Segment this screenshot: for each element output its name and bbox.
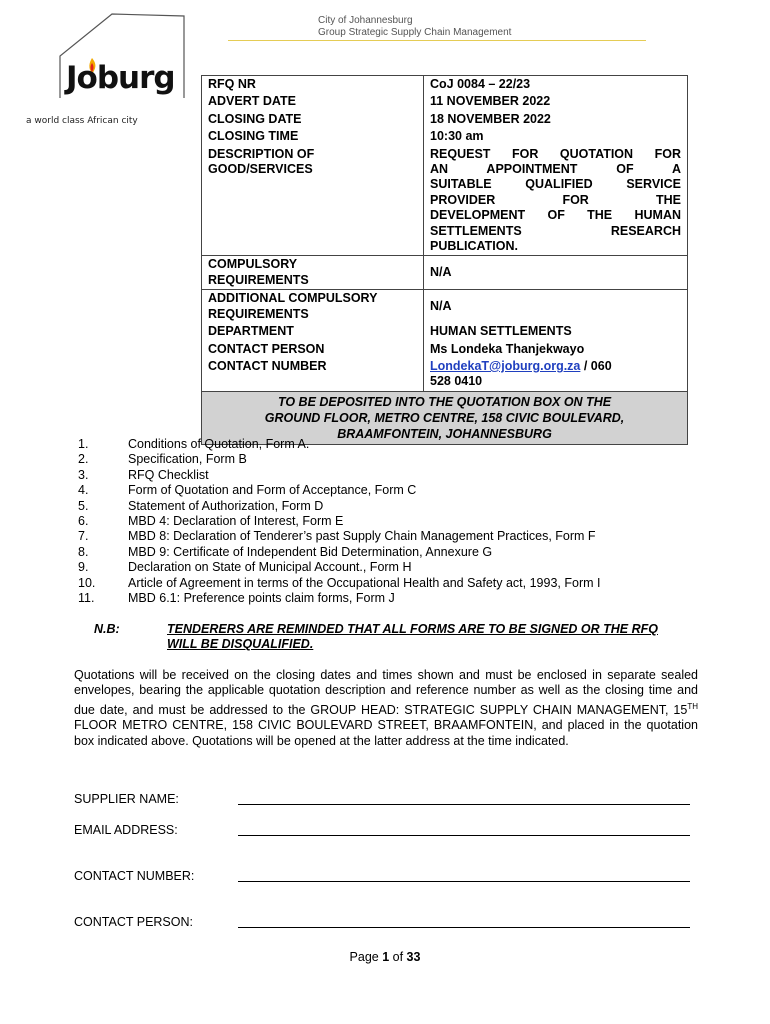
compulsory-label-line: COMPULSORY — [208, 257, 298, 272]
description-label-line: DESCRIPTION OF — [208, 146, 315, 161]
compulsory-requirements-label — [202, 256, 424, 290]
advert-date-label: ADVERT DATE — [202, 93, 424, 110]
page-number — [0, 950, 770, 964]
compulsory-requirements-value: N/A — [424, 256, 688, 290]
joburg-logo — [22, 12, 190, 128]
list-item-text: MBD 6.1: Preference points claim forms, Form J — [128, 590, 395, 605]
table-row — [202, 358, 688, 391]
table-row — [202, 76, 688, 94]
rfq-details-table — [201, 75, 688, 445]
description-value — [424, 146, 688, 256]
deposit-line: GROUND FLOOR, METRO CENTRE, 158 CIVIC BOULEVARD, — [264, 410, 625, 425]
department-label: DEPARTMENT — [202, 323, 424, 340]
contact-person-label: CONTACT PERSON — [202, 341, 424, 358]
page-word: Page — [349, 950, 383, 964]
closing-time-label: CLOSING TIME — [202, 128, 424, 145]
closing-date-value: 18 NOVEMBER 2022 — [424, 111, 688, 128]
header-divider — [228, 40, 646, 41]
list-item-text: MBD 8: Declaration of Tenderer’s past Supply Chain Management Practices, Form F — [128, 529, 596, 544]
contact-person-blank[interactable] — [238, 927, 690, 928]
list-item-number: 3. — [78, 467, 89, 482]
additional-requirements-label — [202, 290, 424, 323]
advert-date-value: 11 NOVEMBER 2022 — [424, 93, 688, 110]
header-org-name: City of Johannesburg — [318, 15, 413, 26]
current-page: 1 — [382, 950, 390, 964]
rfq-nr-label: RFQ NR — [202, 76, 424, 94]
description-line: AN APPOINTMENT OF A — [430, 162, 681, 177]
table-row — [202, 290, 688, 323]
logo-wordmark: Joburg — [66, 60, 175, 96]
table-row — [202, 146, 688, 256]
compulsory-label-line: REQUIREMENTS — [208, 272, 309, 287]
list-item-text: Specification, Form B — [128, 452, 247, 467]
contact-number-blank[interactable] — [238, 881, 690, 882]
submission-instructions — [74, 668, 698, 749]
table-row — [202, 256, 688, 290]
list-item-number: 7. — [78, 529, 89, 544]
list-item-text: Form of Quotation and Form of Acceptance, Form C — [128, 483, 417, 498]
department-value: HUMAN SETTLEMENTS — [424, 323, 688, 340]
instructions-part: Quotations will be received on the closing dates and times shown and must be enclosed in separate sealed envelopes, bearing the applicable quotation description and reference number as well as the closing time and due date, and must be addressed to the GROUP HEAD: STRATEGIC SUPPLY CHAIN MANAGEMENT, 15 — [74, 668, 698, 717]
description-label — [202, 146, 424, 256]
table-row — [202, 111, 688, 128]
document-header — [318, 15, 511, 39]
notice-text: TENDERERS ARE REMINDED THAT ALL FORMS ARE TO BE SIGNED OR THE RFQ WILL BE DISQUALIFIED. — [167, 622, 658, 652]
additional-label-line: REQUIREMENTS — [208, 306, 309, 321]
total-pages: 33 — [406, 950, 421, 964]
additional-label-line: ADDITIONAL COMPULSORY — [208, 291, 378, 306]
list-item-text: RFQ Checklist — [128, 467, 209, 482]
instructions-superscript: TH — [687, 701, 698, 711]
list-item-number: 1. — [78, 437, 89, 451]
list-item-number: 5. — [78, 498, 89, 513]
list-item-text: Declaration on State of Municipal Account., Form H — [128, 560, 412, 575]
contact-number-label: CONTACT NUMBER: — [74, 869, 195, 883]
description-line: PROVIDER FOR THE — [430, 192, 681, 207]
logo-tagline: a world class African city — [26, 116, 138, 126]
notice-label: N.B: — [94, 622, 120, 636]
list-item-number: 11. — [78, 590, 95, 605]
description-line: REQUEST FOR QUOTATION FOR — [430, 146, 681, 161]
table-row — [202, 93, 688, 110]
list-item-number: 4. — [78, 483, 89, 498]
contact-email-link[interactable]: LondekaT@joburg.org.za — [430, 358, 581, 373]
instructions-part: FLOOR METRO CENTRE, 158 CIVIC BOULEVARD STREET, BRAAMFONTEIN, and placed in the quotation box indicated above. Quotations will be opened at the latter address at the time indicated. — [74, 718, 698, 748]
description-label-line: GOOD/SERVICES — [208, 162, 313, 177]
supplier-name-blank[interactable] — [238, 804, 690, 805]
list-item-text: Conditions of Quotation, Form A. — [128, 437, 310, 451]
table-row — [202, 341, 688, 358]
deposit-line: BRAAMFONTEIN, JOHANNESBURG — [337, 426, 552, 441]
list-item-number: 9. — [78, 560, 89, 575]
supplier-name-label: SUPPLIER NAME: — [74, 792, 179, 806]
contact-person-label: CONTACT PERSON: — [74, 915, 193, 929]
contact-person-value: Ms Londeka Thanjekwayo — [424, 341, 688, 358]
contact-phone-part: / 060 — [580, 358, 612, 373]
header-department: Group Strategic Supply Chain Management — [318, 27, 512, 38]
contact-phone-part: 528 0410 — [430, 374, 483, 389]
list-item-number: 6. — [78, 513, 89, 528]
deposit-line: TO BE DEPOSITED INTO THE QUOTATION BOX ON THE — [277, 394, 612, 409]
additional-requirements-value: N/A — [424, 290, 688, 323]
list-item-number: 2. — [78, 452, 89, 467]
of-word: of — [389, 950, 407, 964]
list-item-text: MBD 4: Declaration of Interest, Form E — [128, 513, 344, 528]
email-address-label: EMAIL ADDRESS: — [74, 823, 178, 837]
list-item-text: Article of Agreement in terms of the Occupational Health and Safety act, 1993, Form I — [128, 575, 601, 590]
email-address-blank[interactable] — [238, 835, 690, 836]
table-row — [202, 128, 688, 145]
description-line: SUITABLE QUALIFIED SERVICE — [430, 177, 681, 192]
list-item-number: 8. — [78, 544, 89, 559]
table-row — [202, 323, 688, 340]
list-item-text: MBD 9: Certificate of Independent Bid Determination, Annexure G — [128, 544, 493, 559]
list-item-number: 10. — [78, 575, 96, 590]
list-item-text: Statement of Authorization, Form D — [128, 498, 324, 513]
rfq-nr-value: CoJ 0084 – 22/23 — [424, 76, 688, 94]
closing-date-label: CLOSING DATE — [202, 111, 424, 128]
description-line: DEVELOPMENT OF THE HUMAN — [430, 208, 681, 223]
contact-number-label: CONTACT NUMBER — [202, 358, 424, 391]
closing-time-value: 10:30 am — [424, 128, 688, 145]
contact-number-value — [424, 358, 688, 391]
description-line: PUBLICATION. — [430, 239, 518, 254]
description-line: SETTLEMENTS RESEARCH — [430, 223, 681, 238]
